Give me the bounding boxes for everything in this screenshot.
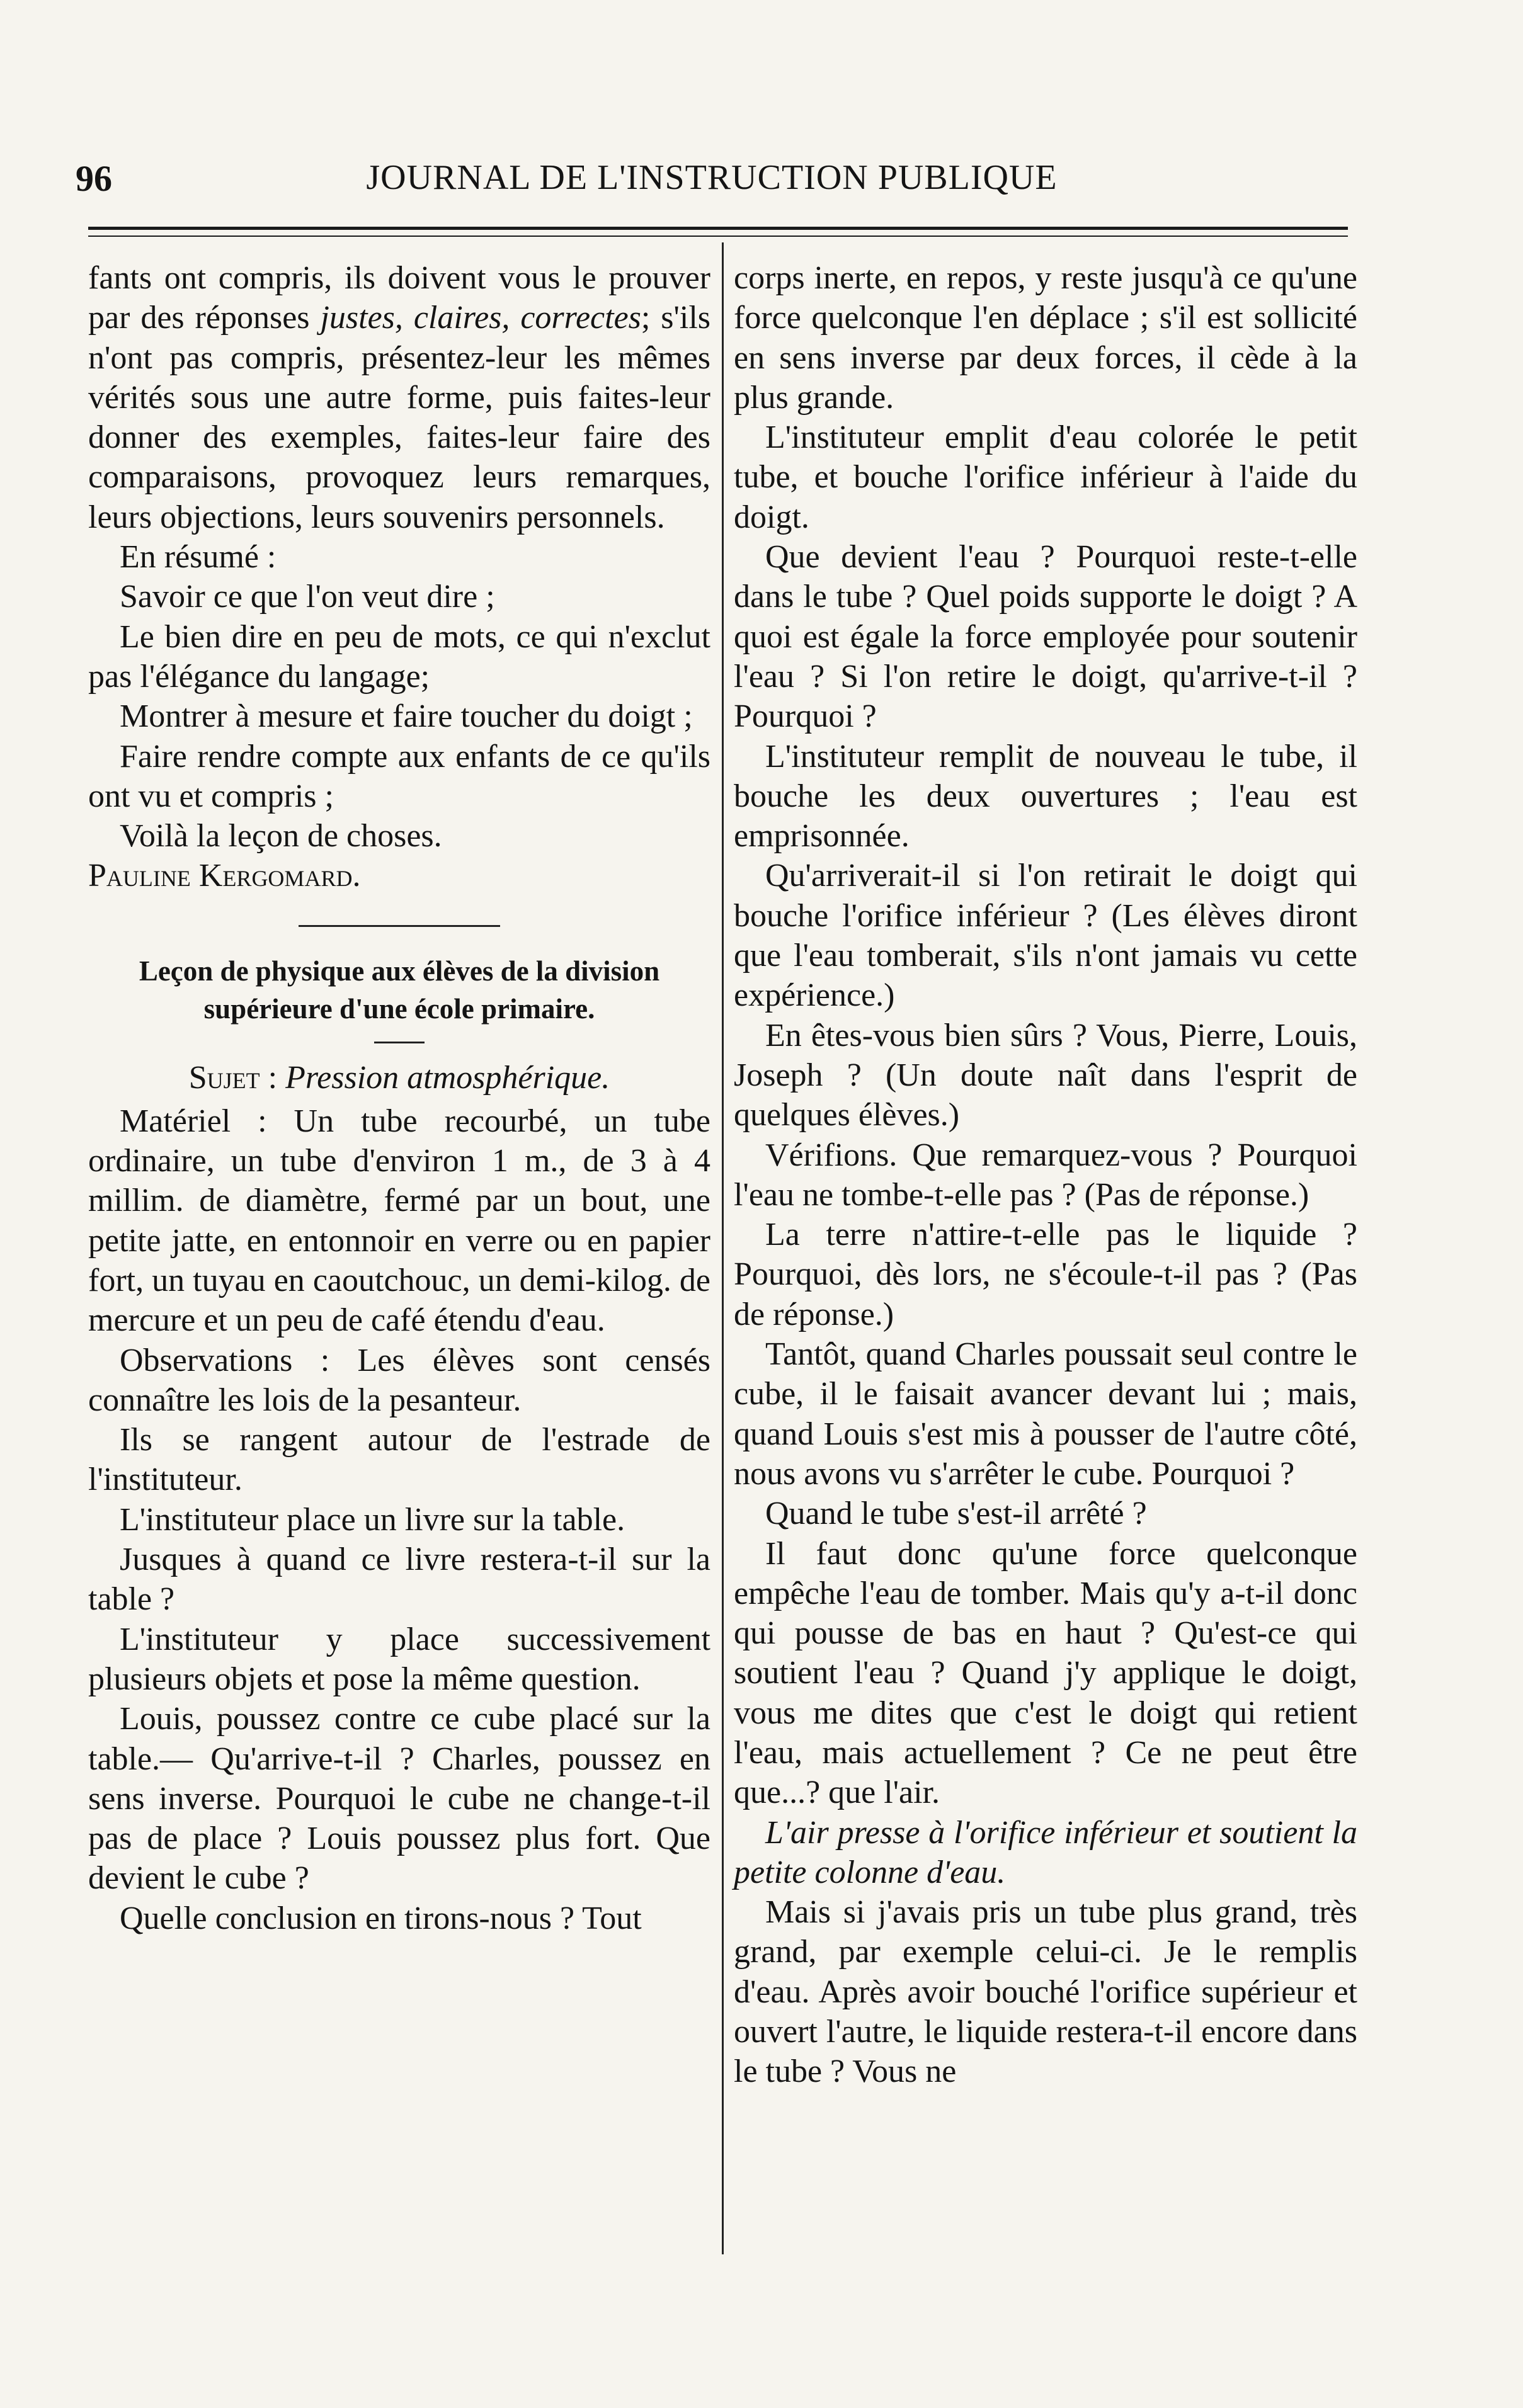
subject-text: Pression atmosphérique. bbox=[285, 1059, 610, 1096]
paragraph: Il faut donc qu'une force quelconque empêche l'eau de tomber. Mais qu'y a-t-il donc qui pousse de bas en haut ? Qu'est-ce qui soutient l'eau ? Quand j'y applique le doigt, vous me dites que c'est le doigt qui retient l'eau, mais actuellement ? Ce ne peut être que...? que l'air. bbox=[734, 1535, 1357, 1811]
paragraph: En êtes-vous bien sûrs ? Vous, Pierre, Louis, Joseph ? (Un doute naît dans l'esprit de quelques élèves.) bbox=[734, 1017, 1357, 1133]
emphasis: justes, claires, correctes bbox=[320, 300, 641, 336]
paragraph: Que devient l'eau ? Pourquoi reste-t-elle dans le tube ? Quel poids supporte le doigt ? A quoi est égale la force employée pour soutenir l'eau ? Si l'on retire le doigt, qu'arrive-t-il ? Pourquoi ? bbox=[734, 539, 1357, 735]
paragraph: Quand le tube s'est-il arrêté ? bbox=[765, 1496, 1147, 1532]
section-rule bbox=[299, 925, 500, 927]
paragraph: Le bien dire en peu de mots, ce qui n'exclut pas l'élégance du langage; bbox=[88, 618, 710, 695]
page-number: 96 bbox=[76, 158, 112, 199]
paragraph: Montrer à mesure et faire toucher du doigt ; bbox=[120, 698, 693, 735]
title-dash bbox=[374, 1042, 425, 1043]
author-signature: Pauline Kergomard. bbox=[88, 858, 361, 894]
paragraph: Louis, poussez contre ce cube placé sur la table.— Qu'arrive-t-il ? Charles, poussez en sens inverse. Pourquoi le cube ne change-t-il pas de place ? Louis poussez plus fort. Que devient le cube ? bbox=[88, 1701, 710, 1897]
paragraph: Observations : Les élèves sont censés connaître les lois de la pesanteur. bbox=[88, 1342, 710, 1418]
paragraph: fants ont compris, ils doivent vous le prouver par des réponses justes, claires, correctes; s'ils n'ont pas compris, présentez-leur les mêmes vérités sous une autre forme, puis faites-leur donner des exemples, faites-leur faire des comparaisons, provoquez leurs remarques, leurs objections, leurs souvenirs personnels. bbox=[88, 260, 711, 535]
italic-statement: L'air presse à l'orifice inférieur et soutient la petite colonne d'eau. bbox=[734, 1814, 1357, 1890]
paragraph: Ils se rangent autour de l'estrade de l'instituteur. bbox=[88, 1422, 710, 1498]
lesson-subject bbox=[88, 1057, 710, 1099]
paragraph: Qu'arriverait-il si l'on retirait le doigt qui bouche l'orifice inférieur ? (Les élèves diront que l'eau tomberait, s'ils n'ont jamais vu cette expérience.) bbox=[734, 858, 1357, 1014]
paragraph: La terre n'attire-t-elle pas le liquide ? Pourquoi, dès lors, ne s'écoule-t-il pas ? (Pas de réponse.) bbox=[734, 1217, 1357, 1332]
subject-label: Sujet : bbox=[188, 1059, 278, 1096]
column-divider bbox=[722, 242, 724, 2254]
paragraph: Jusques à quand ce livre restera-t-il sur la table ? bbox=[88, 1542, 710, 1618]
paragraph: Vérifions. Que remarquez-vous ? Pourquoi l'eau ne tombe-t-elle pas ? (Pas de réponse.) bbox=[734, 1137, 1357, 1213]
header-rule-thick bbox=[88, 227, 1348, 230]
paragraph: Mais si j'avais pris un tube plus grand, très grand, par exemple celui-ci. Je le remplis d'eau. Après avoir bouché l'orifice supérieur et ouvert l'autre, le liquide restera-t-il encore dans le tube ? Vous ne bbox=[734, 1894, 1357, 2090]
left-column bbox=[88, 258, 710, 1938]
paragraph: L'instituteur y place successivement plusieurs objets et pose la même question. bbox=[88, 1621, 710, 1697]
paragraph: corps inerte, en repos, y reste jusqu'à ce qu'une force quelconque l'en déplace ; s'il est sollicité en sens inverse par deux forces, il cède à la plus grande. bbox=[734, 260, 1357, 416]
paragraph: Tantôt, quand Charles poussait seul contre le cube, il le faisait avancer devant lui ; mais, quand Louis s'est mis à pousser de l'autre côté, nous avons vu s'arrêter le cube. Pourquoi ? bbox=[734, 1336, 1357, 1492]
lesson-title: Leçon de physique aux élèves de la division supérieure d'une école primaire. bbox=[139, 955, 660, 1025]
paragraph: Quelle conclusion en tirons-nous ? Tout bbox=[120, 1900, 642, 1936]
paragraph: L'instituteur place un livre sur la table. bbox=[120, 1501, 625, 1538]
paragraph: Matériel : Un tube recourbé, un tube ordinaire, un tube d'environ 1 m., de 3 à 4 millim. de diamètre, fermé par un bout, une petite jatte, en entonnoir en verre ou en papier fort, un tuyau en caoutchouc, un demi-kilog. de mercure et un peu de café étendu d'eau. bbox=[88, 1103, 710, 1339]
running-title: JOURNAL DE L'INSTRUCTION PUBLIQUE bbox=[366, 158, 1058, 197]
right-column bbox=[734, 258, 1357, 2092]
paragraph: Voilà la leçon de choses. bbox=[120, 818, 442, 855]
paragraph: L'instituteur emplit d'eau colorée le petit tube, et bouche l'orifice inférieur à l'aide du doigt. bbox=[734, 419, 1357, 535]
paragraph: Faire rendre compte aux enfants de ce qu'ils ont vu et compris ; bbox=[88, 738, 710, 814]
paragraph: L'instituteur remplit de nouveau le tube, il bouche les deux ouvertures ; l'eau est emprisonnée. bbox=[734, 738, 1357, 855]
paragraph: En résumé : bbox=[120, 539, 277, 576]
page-header bbox=[76, 157, 1348, 208]
paragraph: Savoir ce que l'on veut dire ; bbox=[120, 579, 495, 615]
header-rule-thin bbox=[88, 236, 1348, 237]
